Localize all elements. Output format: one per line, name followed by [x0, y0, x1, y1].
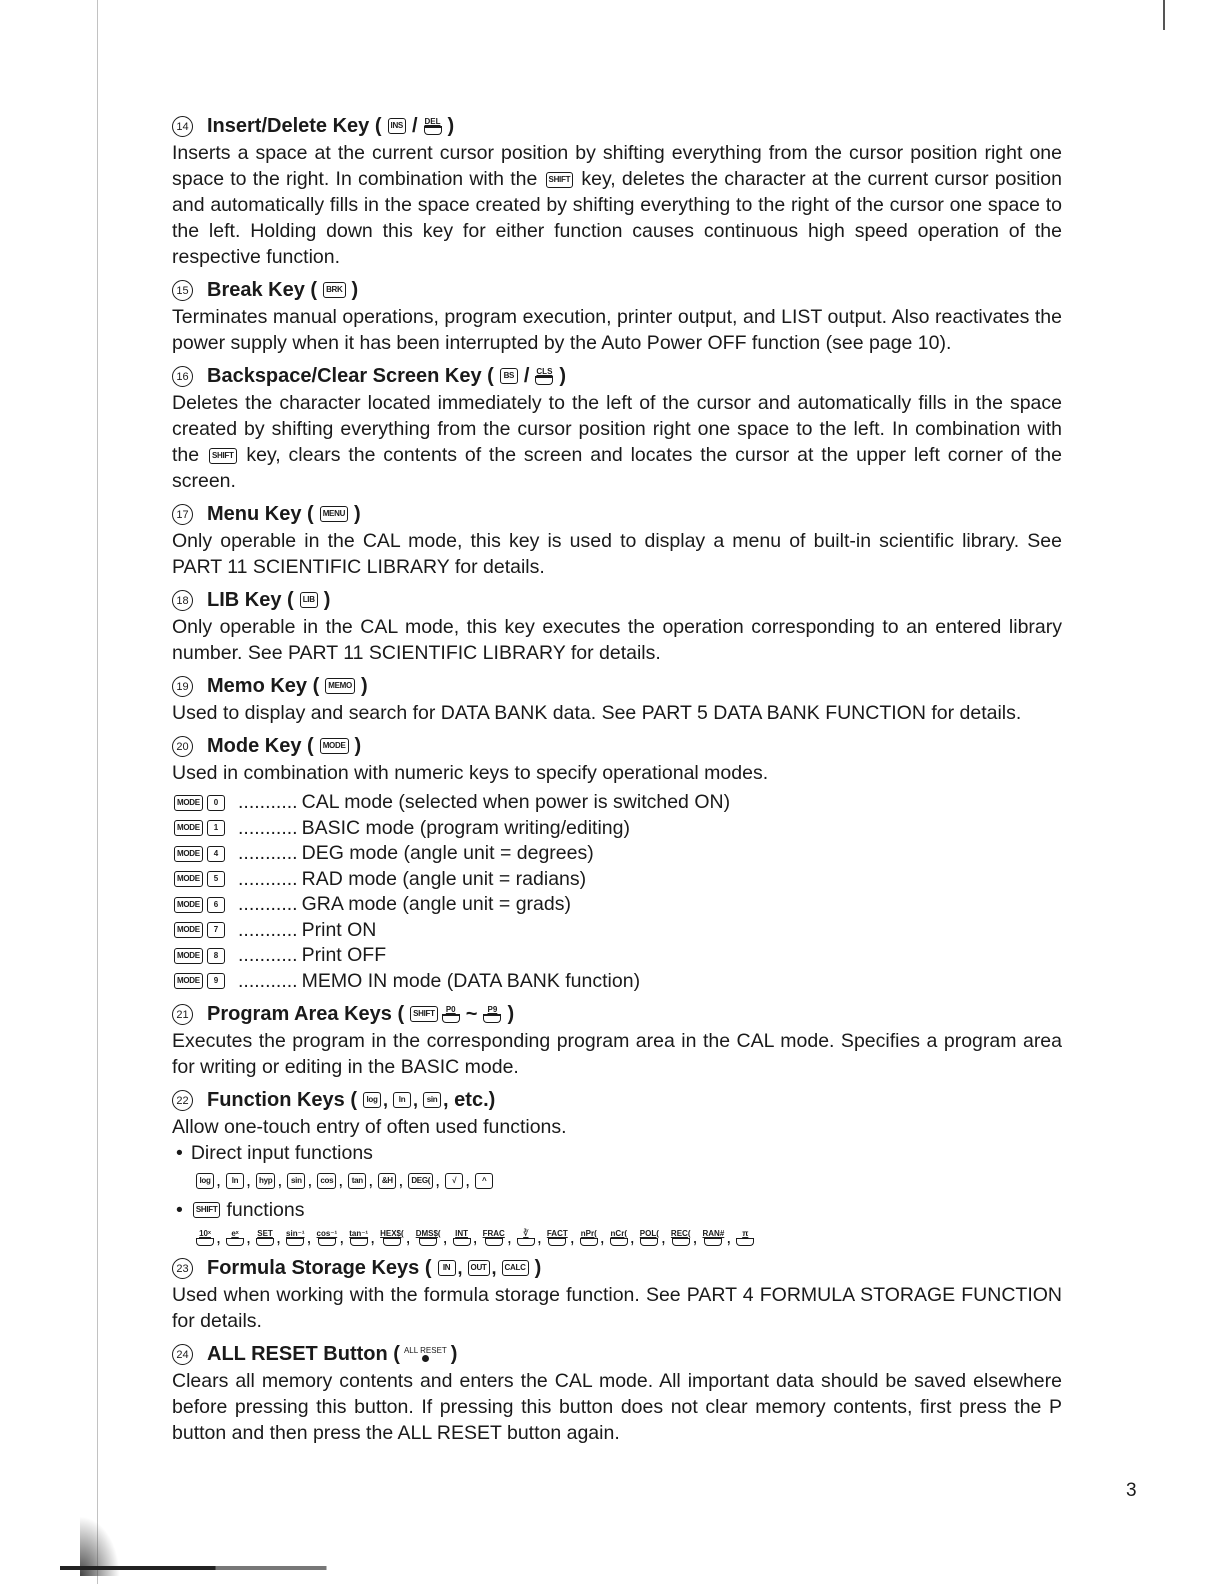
sqrt-key-icon: √ — [445, 1173, 463, 1189]
item-number: 14 — [172, 116, 193, 137]
mode-description: BASIC mode (program writing/editing) — [301, 816, 630, 839]
mode-key-icon: MODE — [174, 922, 203, 938]
leader-dots: ........... — [238, 867, 298, 890]
entry-header — [172, 500, 1062, 528]
mode-key-icon: MODE — [174, 897, 203, 913]
slash: / — [523, 365, 530, 387]
direct-key-list — [194, 1170, 1062, 1191]
random-key-icon — [703, 1229, 725, 1246]
key-label: HEX$( — [380, 1228, 404, 1238]
comma: , — [398, 1170, 404, 1190]
key-label: nCr( — [610, 1228, 627, 1238]
entry-description — [172, 390, 1062, 494]
key-label: sin⁻¹ — [286, 1228, 305, 1238]
fact-key-icon — [547, 1229, 568, 1246]
entry-description: Terminates manual operations, program execution, printer output, and LIST output. Also reactivates the power supply when it has been interrupted by the Auto Power OFF function (see page 10). — [172, 306, 1062, 354]
entry-title: LIB Key ( — [207, 589, 294, 611]
atan-key-icon — [349, 1229, 368, 1246]
entry-formula-storage — [172, 1254, 1062, 1334]
shift-key-list — [194, 1227, 1062, 1248]
power-key-icon: ^ — [475, 1173, 493, 1189]
comma: , — [413, 1090, 419, 1110]
key-label: REC( — [670, 1228, 691, 1238]
digit-key-icon: 0 — [207, 795, 225, 811]
description-text: Deletes the character located immediately to the left of the cursor and automatically fills in the space created by shifting everything from the cursor position right one space to the left. In combination with the — [172, 392, 1062, 466]
page-number: 3 — [1126, 1480, 1137, 1501]
item-number: 19 — [172, 676, 193, 697]
comma: , — [307, 1170, 313, 1190]
hex-key-icon: &H — [378, 1173, 396, 1189]
entry-title: Menu Key ( — [207, 503, 314, 525]
key-label: eˣ — [231, 1228, 239, 1238]
mode-row — [172, 892, 1062, 918]
leader-dots: ........... — [238, 969, 298, 992]
entry-title: Insert/Delete Key ( — [207, 115, 382, 137]
close-paren: ) — [360, 675, 368, 697]
close-paren: ) — [351, 279, 359, 301]
comma: , — [216, 1170, 222, 1190]
slash: / — [411, 115, 418, 137]
entry-memo — [172, 672, 1062, 726]
description-text: key, deletes the character at the current cursor position and automatically fills in the space created by shifting everything to the right of the cursor one space to the left. Holding down this key for either function causes continuous high speed operation of the respective function. — [172, 168, 1062, 268]
comma: , — [246, 1170, 252, 1190]
mode-row — [172, 918, 1062, 944]
hexs-key-icon — [380, 1229, 404, 1246]
deg-key-icon: DEG( — [408, 1173, 433, 1189]
entry-all-reset — [172, 1340, 1062, 1446]
key-label: nPr( — [580, 1228, 597, 1238]
ncr-key-icon — [610, 1229, 628, 1246]
leader-dots: ........... — [238, 816, 298, 839]
tilde: ~ — [465, 1003, 478, 1025]
entry-break — [172, 276, 1062, 356]
mode-key-icon: MODE — [320, 738, 349, 754]
mode-description: CAL mode (selected when power is switched ON) — [301, 791, 731, 813]
digit-key-icon: 5 — [207, 871, 225, 887]
entry-description: Allow one-touch entry of often used functions. — [172, 1116, 567, 1138]
entry-title: Backspace/Clear Screen Key ( — [207, 365, 494, 387]
comma: , — [370, 1227, 376, 1247]
comma: , — [338, 1170, 344, 1190]
leader-dots: ........... — [238, 944, 298, 966]
menu-key-icon: MENU — [320, 506, 348, 522]
entry-header — [172, 586, 1062, 614]
entry-backspace-clear — [172, 362, 1062, 494]
entry-header — [172, 112, 1062, 140]
out-key-icon: OUT — [468, 1260, 490, 1276]
entry-description: Only operable in the CAL mode, this key executes the operation corresponding to an entered library number. See PART 11 SCIENTIFIC LIBRARY for details. — [172, 616, 1062, 664]
entry-title: Memo Key ( — [207, 675, 320, 697]
entry-title: Program Area Keys ( — [207, 1003, 405, 1025]
ins-key-icon: INS — [388, 118, 406, 134]
bullet-text: functions — [226, 1199, 305, 1221]
memo-key-icon: MEMO — [325, 678, 355, 694]
comma: , — [442, 1227, 448, 1247]
mode-row — [172, 867, 1062, 893]
bullet-text: Direct input functions — [190, 1142, 373, 1164]
scan-edge-left — [97, 0, 98, 1584]
key-label: tan⁻¹ — [349, 1228, 369, 1238]
entry-lib — [172, 586, 1062, 666]
mode-description: MEMO IN mode (DATA BANK function) — [301, 969, 641, 992]
key-label: P9 — [487, 1005, 498, 1015]
mode-key-icon: MODE — [174, 846, 203, 862]
close-paren: ) — [447, 115, 455, 137]
close-paren: ) — [559, 365, 567, 387]
comma: , — [435, 1170, 441, 1190]
entry-header — [172, 1340, 1062, 1368]
dms-key-icon — [416, 1229, 441, 1246]
comma: , — [660, 1227, 666, 1247]
comma: , — [277, 1170, 283, 1190]
mode-row — [172, 816, 1062, 842]
bullet: • — [176, 1142, 183, 1164]
entry-header — [172, 672, 1062, 700]
digit-key-icon: 6 — [207, 897, 225, 913]
item-number: 23 — [172, 1258, 193, 1279]
entry-title: ALL RESET Button ( — [207, 1343, 400, 1365]
entry-insert-delete — [172, 112, 1062, 270]
sin-key-icon: sin — [423, 1092, 441, 1108]
description-text: key, clears the contents of the screen and locates the cursor at the upper left corner of the screen. — [172, 444, 1062, 492]
leader-dots: ........... — [238, 842, 298, 864]
close-paren: , etc.) — [443, 1089, 496, 1111]
scan-edge-right — [1163, 0, 1165, 30]
entry-header — [172, 1086, 1062, 1114]
entry-header — [172, 362, 1062, 390]
comma: , — [368, 1170, 374, 1190]
mode-description: GRA mode (angle unit = grads) — [301, 893, 571, 915]
key-label: FRAC — [482, 1228, 505, 1238]
shift-key-icon: SHIFT — [546, 172, 574, 188]
description-text: Inserts a space at the current cursor position by shifting everything from the cursor position right one space to the right. In combination with the — [172, 142, 1062, 190]
ten-power-key-icon — [196, 1229, 214, 1246]
digit-key-icon: 9 — [207, 973, 225, 989]
in-key-icon: IN — [438, 1260, 456, 1276]
digit-key-icon: 4 — [207, 846, 225, 862]
p0-key-icon — [442, 1005, 460, 1022]
close-paren: ) — [354, 735, 362, 757]
key-label: π — [742, 1228, 749, 1238]
entry-program-area — [172, 1000, 1062, 1080]
comma: , — [383, 1090, 389, 1110]
mode-key-icon: MODE — [174, 820, 203, 836]
mode-row — [172, 841, 1062, 867]
mode-description: Print OFF — [301, 944, 387, 966]
ln-key-icon: ln — [393, 1092, 411, 1108]
lib-key-icon: LIB — [300, 592, 318, 608]
mode-list — [172, 790, 1062, 994]
pol-key-icon — [640, 1229, 659, 1246]
mode-description: RAD mode (angle unit = radians) — [301, 867, 587, 890]
exp-key-icon — [226, 1229, 244, 1246]
comma: , — [506, 1227, 512, 1247]
set-key-icon — [256, 1229, 274, 1246]
key-label: POL( — [639, 1228, 659, 1238]
comma: , — [276, 1227, 282, 1247]
entry-menu — [172, 500, 1062, 580]
item-number: 18 — [172, 590, 193, 611]
entry-description: Used in combination with numeric keys to specify operational modes. — [172, 762, 769, 784]
del-key-icon — [424, 117, 442, 134]
comma: , — [306, 1227, 312, 1247]
digit-key-icon: 8 — [207, 948, 225, 964]
comma: , — [726, 1227, 732, 1247]
mode-key-icon: MODE — [174, 973, 203, 989]
comma: , — [629, 1227, 635, 1247]
entry-header — [172, 1000, 1062, 1028]
close-paren: ) — [354, 503, 361, 525]
bullet: • — [176, 1199, 183, 1221]
cos-key-icon: cos — [317, 1173, 336, 1189]
reset-button-icon — [404, 1346, 447, 1362]
log-key-icon: log — [363, 1092, 381, 1108]
bs-key-icon: BS — [500, 368, 518, 384]
entry-description: Only operable in the CAL mode, this key is used to display a menu of built-in scientific library. See PART 11 SCIENTIFIC LIBRARY for details. — [172, 530, 1062, 578]
calc-key-icon: CALC — [502, 1260, 529, 1276]
entry-title: Break Key ( — [207, 279, 318, 301]
comma: , — [536, 1227, 542, 1247]
mode-row — [172, 943, 1062, 969]
key-label: DEL — [424, 117, 441, 127]
item-number: 20 — [172, 736, 193, 757]
comma: , — [491, 1258, 497, 1278]
entry-title: Mode Key ( — [207, 735, 314, 757]
key-label: ∛ — [523, 1228, 529, 1238]
entry-description: Executes the program in the corresponding program area in the CAL mode. Specifies a program area for writing or editing in the BASIC mode. — [172, 1030, 1062, 1078]
comma: , — [465, 1170, 471, 1190]
item-number: 16 — [172, 366, 193, 387]
bullet-shift-functions — [176, 1197, 1062, 1223]
shift-key-icon: SHIFT — [410, 1006, 438, 1022]
acos-key-icon — [317, 1229, 338, 1246]
digit-key-icon: 7 — [207, 922, 225, 938]
tan-key-icon: tan — [348, 1173, 366, 1189]
entry-header — [172, 276, 1062, 304]
manual-content — [172, 112, 1062, 1452]
mode-description: DEG mode (angle unit = degrees) — [301, 842, 594, 864]
entry-description: Used to display and search for DATA BANK data. See PART 5 DATA BANK FUNCTION for details. — [172, 702, 1022, 724]
hyp-key-icon: hyp — [256, 1173, 275, 1189]
entry-title: Formula Storage Keys ( — [207, 1257, 432, 1279]
key-label: SET — [257, 1228, 273, 1238]
entry-description: Clears all memory contents and enters the CAL mode. All important data should be saved elsewhere before pressing this button. If pressing this button does not clear memory contents, first press the P button and then press the ALL RESET button again. — [172, 1370, 1062, 1444]
item-number: 24 — [172, 1344, 193, 1365]
key-label: CLS — [536, 367, 553, 377]
comma: , — [246, 1227, 252, 1247]
sin-key-icon: sin — [287, 1173, 305, 1189]
entry-header — [172, 1254, 1062, 1282]
leader-dots: ........... — [238, 791, 298, 813]
close-paren: ) — [450, 1343, 458, 1365]
close-paren: ) — [534, 1257, 542, 1279]
asin-key-icon — [286, 1229, 304, 1246]
npr-key-icon — [580, 1229, 598, 1246]
ln-key-icon: ln — [226, 1173, 244, 1189]
item-number: 22 — [172, 1090, 193, 1111]
item-number: 17 — [172, 504, 193, 525]
comma: , — [339, 1227, 345, 1247]
log-key-icon: log — [196, 1173, 214, 1189]
leader-dots: ........... — [238, 918, 298, 941]
key-label: cos⁻¹ — [316, 1228, 338, 1238]
key-label: FACT — [546, 1228, 568, 1238]
pi-key-icon — [736, 1229, 754, 1246]
mode-row — [172, 790, 1062, 816]
entry-mode — [172, 732, 1062, 994]
comma: , — [405, 1227, 411, 1247]
entry-header — [172, 732, 1062, 760]
comma: , — [599, 1227, 605, 1247]
comma: , — [216, 1227, 222, 1247]
cls-key-icon — [535, 367, 553, 384]
mode-row — [172, 969, 1062, 995]
int-key-icon — [453, 1229, 471, 1246]
mode-key-icon: MODE — [174, 948, 203, 964]
key-label: 10ˣ — [199, 1228, 211, 1238]
digit-key-icon: 1 — [207, 820, 225, 836]
frac-key-icon — [483, 1229, 505, 1246]
close-paren: ) — [323, 589, 331, 611]
rec-key-icon — [671, 1229, 691, 1246]
key-label: DMS$( — [415, 1228, 441, 1238]
entry-description: Used when working with the formula storage function. See PART 4 FORMULA STORAGE FUNCTION for details. — [172, 1284, 1062, 1332]
comma: , — [692, 1227, 698, 1247]
mode-key-icon: MODE — [174, 795, 203, 811]
reset-label: ALL RESET — [403, 1346, 447, 1355]
comma: , — [569, 1227, 575, 1247]
item-number: 21 — [172, 1004, 193, 1025]
mode-description: Print ON — [301, 918, 377, 941]
item-number: 15 — [172, 280, 193, 301]
p9-key-icon — [483, 1005, 501, 1022]
close-paren: ) — [507, 1003, 515, 1025]
leader-dots: ........... — [238, 893, 298, 915]
shift-key-icon: SHIFT — [209, 448, 237, 464]
comma: , — [472, 1227, 478, 1247]
key-label: INT — [455, 1228, 469, 1238]
key-label: P0 — [445, 1005, 456, 1015]
key-label: RAN# — [702, 1228, 725, 1238]
entry-title: Function Keys ( — [207, 1089, 358, 1111]
shift-key-icon: SHIFT — [193, 1202, 221, 1218]
mode-key-icon: MODE — [174, 871, 203, 887]
brk-key-icon: BRK — [323, 282, 345, 298]
entry-function-keys — [172, 1086, 1062, 1248]
entry-description — [172, 140, 1062, 270]
comma: , — [457, 1258, 463, 1278]
scan-artifact-bottom — [60, 1566, 1170, 1570]
cube-root-key-icon — [517, 1229, 535, 1246]
bullet-direct-input — [176, 1140, 1062, 1166]
